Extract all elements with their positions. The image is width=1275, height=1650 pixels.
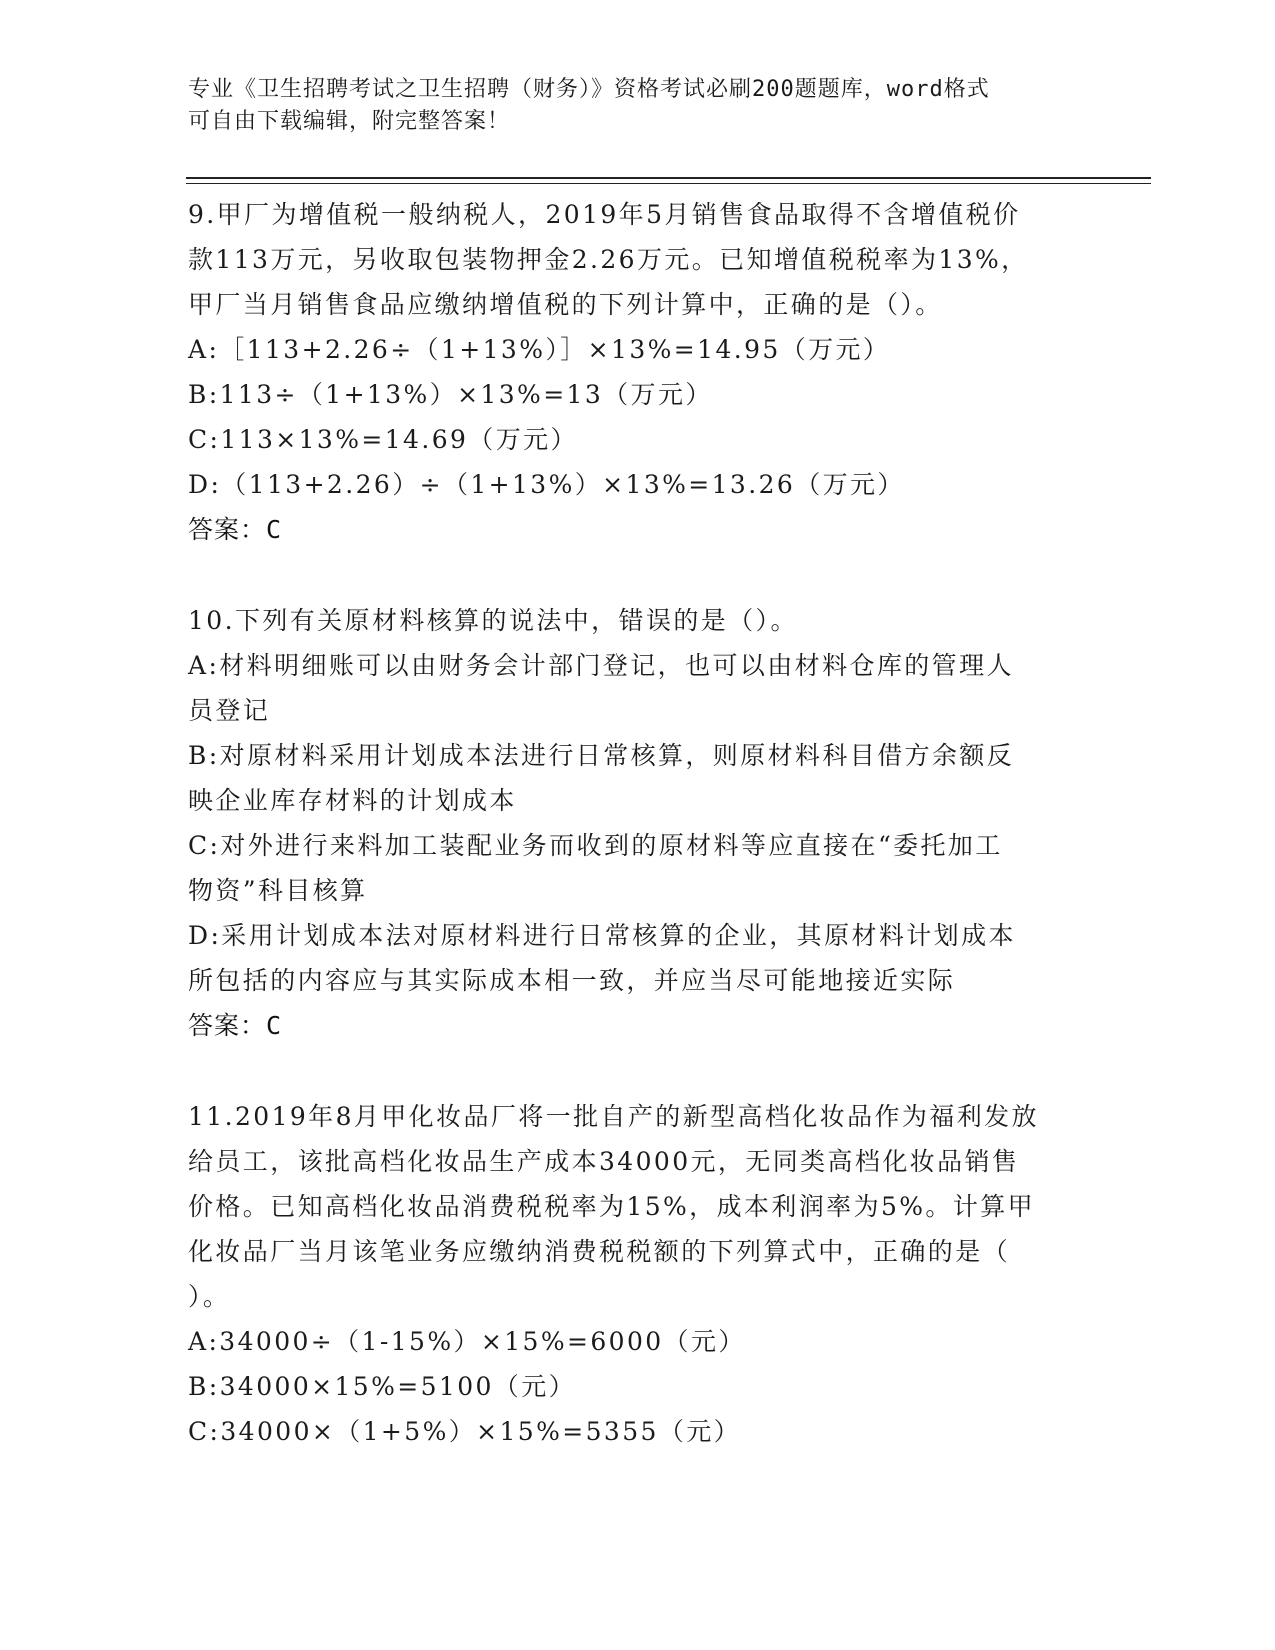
answer-key: 答案：C [188, 515, 283, 544]
question-block [188, 598, 1088, 1048]
answer-option [188, 823, 1088, 913]
question-stem-line: 价格。已知高档化妆品消费税税率为15%，成本利润率为5%。计算甲 [188, 1192, 1036, 1221]
question-block [188, 192, 1088, 552]
answer-option [188, 913, 1088, 1003]
answer-option-line: D:采用计划成本法对原材料进行日常核算的企业，其原材料计划成本 [188, 921, 1016, 950]
header-divider-thin [186, 183, 1151, 184]
question-stem-line: 11.2019年8月甲化妆品厂将一批自产的新型高档化妆品作为福利发放 [188, 1102, 1039, 1131]
answer-option-line: 所包括的内容应与其实际成本相一致，并应当尽可能地接近实际 [188, 966, 956, 995]
header-line: 可自由下载编辑，附完整答案！ [188, 109, 511, 134]
answer-option [188, 372, 1088, 417]
question-list [188, 192, 1088, 1454]
answer-option-line: C:113×13%=14.69（万元） [188, 425, 578, 454]
question-spacer [188, 552, 1088, 598]
answer-option-line: B:对原材料采用计划成本法进行日常核算，则原材料科目借方余额反 [188, 741, 1015, 770]
answer-option-line: A:材料明细账可以由财务会计部门登记，也可以由材料仓库的管理人 [188, 651, 1014, 680]
answer-option [188, 733, 1088, 823]
answer-option-line: C:对外进行来料加工装配业务而收到的原材料等应直接在“委托加工 [188, 831, 1003, 860]
header-line: 专业《卫生招聘考试之卫生招聘（财务）》资格考试必刷200题题库，word格式 [188, 77, 990, 102]
answer-option [188, 643, 1088, 733]
answer-option-line: C:34000×（1+5%）×15%=5355（元） [188, 1417, 742, 1446]
answer-key: 答案：C [188, 1011, 283, 1040]
answer-option [188, 1364, 1088, 1409]
question-spacer [188, 1048, 1088, 1094]
answer-option-line: D:（113+2.26）÷（1+13%）×13%=13.26（万元） [188, 470, 905, 499]
question-stem-line: 10.下列有关原材料核算的说法中，错误的是（）。 [188, 606, 798, 635]
answer-option-line: 物资”科目核算 [188, 876, 368, 905]
answer-option-line: B:34000×15%=5100（元） [188, 1372, 577, 1401]
answer-option-line: A:34000÷（1-15%）×15%=6000（元） [188, 1327, 746, 1356]
question-stem [188, 192, 1088, 327]
answer-option [188, 327, 1088, 372]
question-block [188, 1094, 1088, 1454]
answer-option [188, 462, 1088, 507]
question-stem [188, 598, 1088, 643]
header-divider [186, 177, 1151, 179]
question-stem [188, 1094, 1088, 1319]
answer-option [188, 417, 1088, 462]
question-stem-line: 给员工，该批高档化妆品生产成本34000元，无同类高档化妆品销售 [188, 1147, 1020, 1176]
answer-option [188, 1409, 1088, 1454]
question-stem-line: 款113万元，另收取包装物押金2.26万元。已知增值税税率为13%， [188, 245, 1029, 274]
document-header [188, 74, 1068, 138]
answer-option-line: A:［113+2.26÷（1+13%）］×13%=14.95（万元） [188, 335, 891, 364]
answer-option-line: 映企业库存材料的计划成本 [188, 786, 517, 815]
question-stem-line: 甲厂当月销售食品应缴纳增值税的下列计算中，正确的是（）。 [188, 290, 943, 319]
answer-option-line: 员登记 [188, 696, 271, 725]
question-stem-line: 9.甲厂为增值税一般纳税人，2019年5月销售食品取得不含增值税价 [188, 200, 1021, 229]
answer-option-line: B:113÷（1+13%）×13%=13（万元） [188, 380, 713, 409]
question-stem-line: 化妆品厂当月该笔业务应缴纳消费税税额的下列算式中，正确的是（ [188, 1237, 1011, 1266]
answer-option [188, 1319, 1088, 1364]
question-stem-line: ）。 [188, 1282, 231, 1311]
